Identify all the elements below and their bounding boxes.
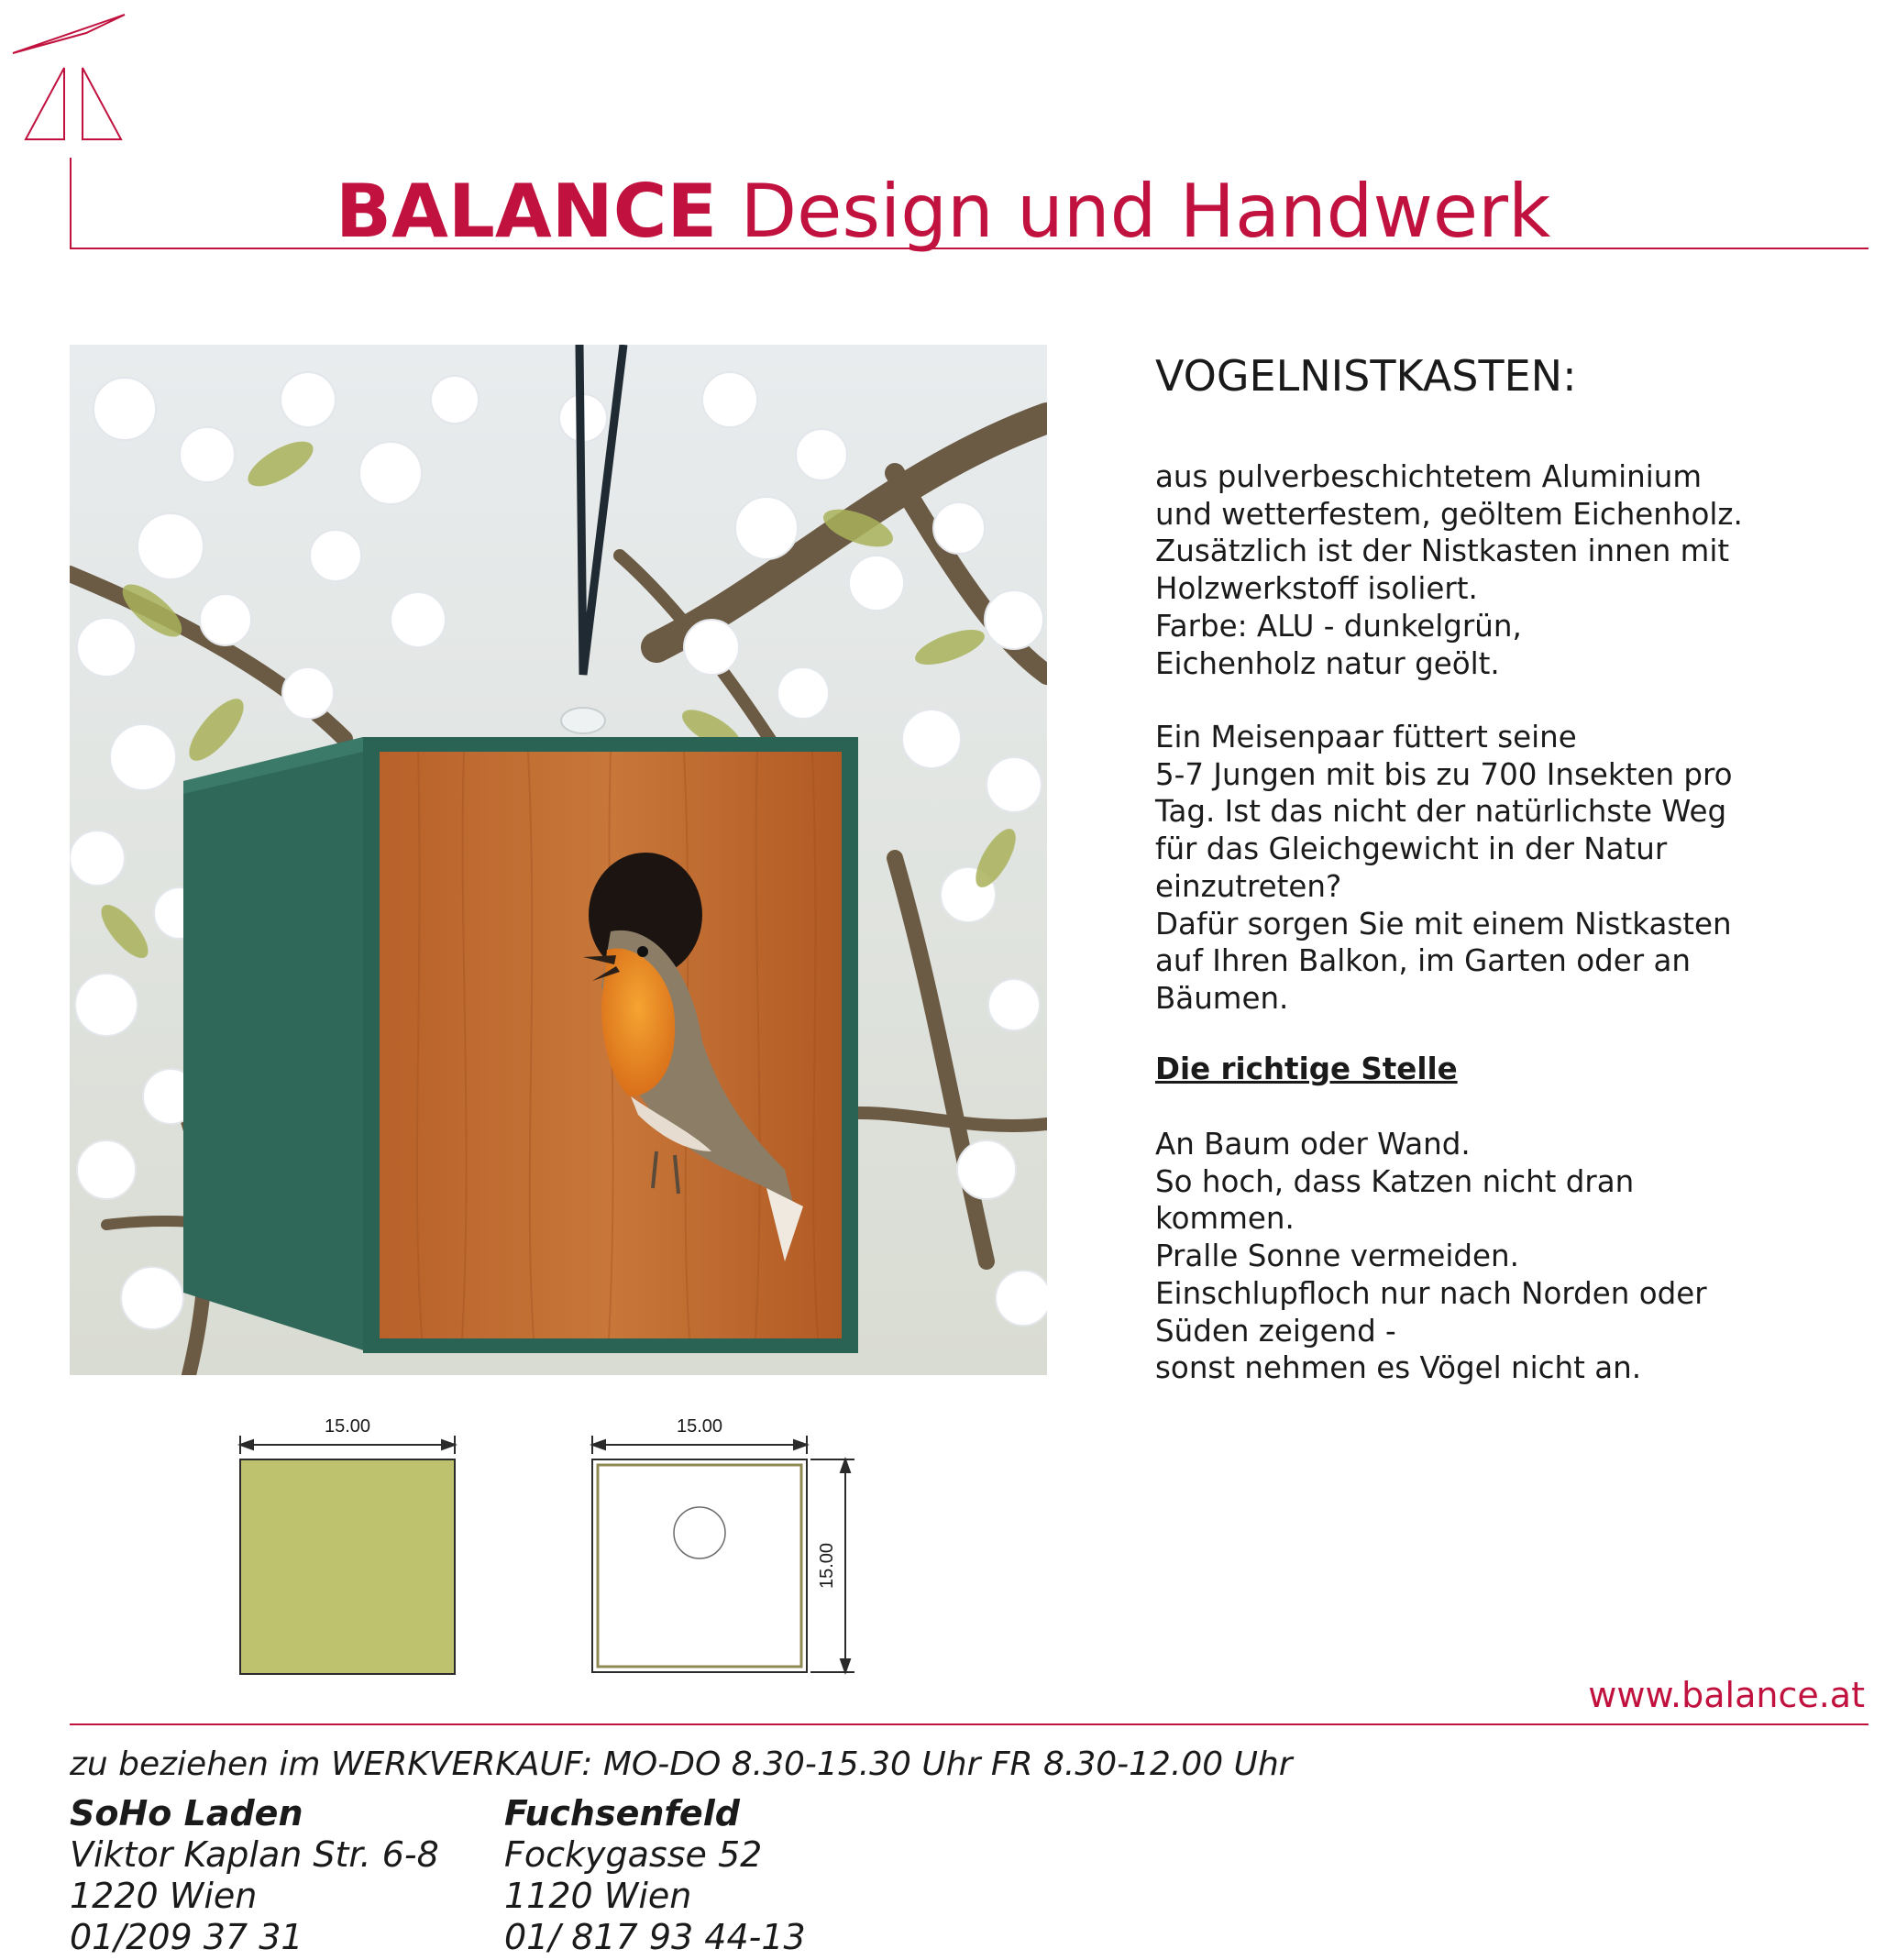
placement-line: Süden zeigend -: [1155, 1313, 1396, 1349]
shop-street: Fockygasse 52: [504, 1834, 763, 1875]
story-line: Ein Meisenpaar füttert seine: [1155, 720, 1577, 754]
shop-name: Fuchsenfeld: [504, 1793, 740, 1833]
shop-phone: 01/209 37 31: [70, 1917, 303, 1957]
brand-name: BALANCE: [336, 169, 718, 254]
description-line: und wetterfestem, geöltem Eichenholz.: [1155, 496, 1743, 532]
story-line: 5-7 Jungen mit bis zu 700 Insekten pro: [1155, 756, 1733, 792]
page-title: [336, 171, 1550, 253]
footer-rule: [70, 1723, 1868, 1725]
entry-hole-outline: [674, 1507, 725, 1558]
placement-line: An Baum oder Wand.: [1155, 1127, 1471, 1162]
back-width-label: 15.00: [676, 1416, 723, 1437]
shop-address-fuchsenfeld: [504, 1793, 806, 1958]
story-line: Tag. Ist das nicht der natürlichste Weg: [1155, 794, 1727, 830]
story-line: Dafür sorgen Sie mit einem Nistkasten: [1155, 906, 1732, 941]
front-view-drawing: [211, 1412, 486, 1687]
placement-heading: Die richtige Stelle: [1155, 1052, 1458, 1086]
shop-city: 1220 Wien: [70, 1876, 258, 1916]
balance-logo: [7, 9, 136, 147]
shop-name: SoHo Laden: [70, 1793, 303, 1833]
back-panel-outer: [592, 1459, 807, 1672]
shop-phone: 01/ 817 93 44-13: [504, 1917, 806, 1957]
placement-tips: [1155, 1126, 1707, 1387]
website-link[interactable]: www.balance.at: [1588, 1675, 1865, 1715]
placement-line: kommen.: [1155, 1201, 1295, 1237]
placement-line: So hoch, dass Katzen nicht dran: [1155, 1163, 1635, 1199]
brand-tagline: Design und Handwerk: [740, 169, 1551, 254]
story-line: auf Ihren Balkon, im Garten oder an: [1155, 943, 1691, 979]
product-title: VOGELNISTKASTEN:: [1155, 351, 1577, 401]
shop-address-soho: [70, 1793, 439, 1958]
description-line: Eichenholz natur geölt.: [1155, 645, 1500, 681]
description-line: Holzwerkstoff isoliert.: [1155, 571, 1478, 607]
description-line: Farbe: ALU - dunkelgrün,: [1155, 608, 1522, 644]
placement-line: Einschlupfloch nur nach Norden oder: [1155, 1275, 1707, 1311]
header-vertical-rule: [70, 158, 72, 249]
front-width-label: 15.00: [324, 1416, 371, 1437]
shop-city: 1120 Wien: [504, 1876, 692, 1916]
back-height-label: 15.00: [817, 1542, 837, 1590]
product-story: [1155, 719, 1733, 1018]
back-view-drawing: [559, 1412, 871, 1687]
opening-hours: zu beziehen im WERKVERKAUF: MO-DO 8.30-15.30 Uhr FR 8.30-12.00 Uhr: [70, 1745, 1293, 1783]
description-line: Zusätzlich ist der Nistkasten innen mit: [1155, 534, 1730, 569]
placement-line: sonst nehmen es Vögel nicht an.: [1155, 1350, 1642, 1386]
story-line: einzutreten?: [1155, 868, 1342, 904]
description-line: aus pulverbeschichtetem Aluminium: [1155, 459, 1703, 494]
shop-street: Viktor Kaplan Str. 6-8: [70, 1834, 439, 1875]
story-line: Bäumen.: [1155, 980, 1289, 1016]
product-description: [1155, 458, 1743, 682]
product-photo: [70, 345, 1047, 1375]
front-panel: [240, 1459, 455, 1674]
placement-line: Pralle Sonne vermeiden.: [1155, 1239, 1519, 1274]
story-line: für das Gleichgewicht in der Natur: [1155, 831, 1668, 867]
